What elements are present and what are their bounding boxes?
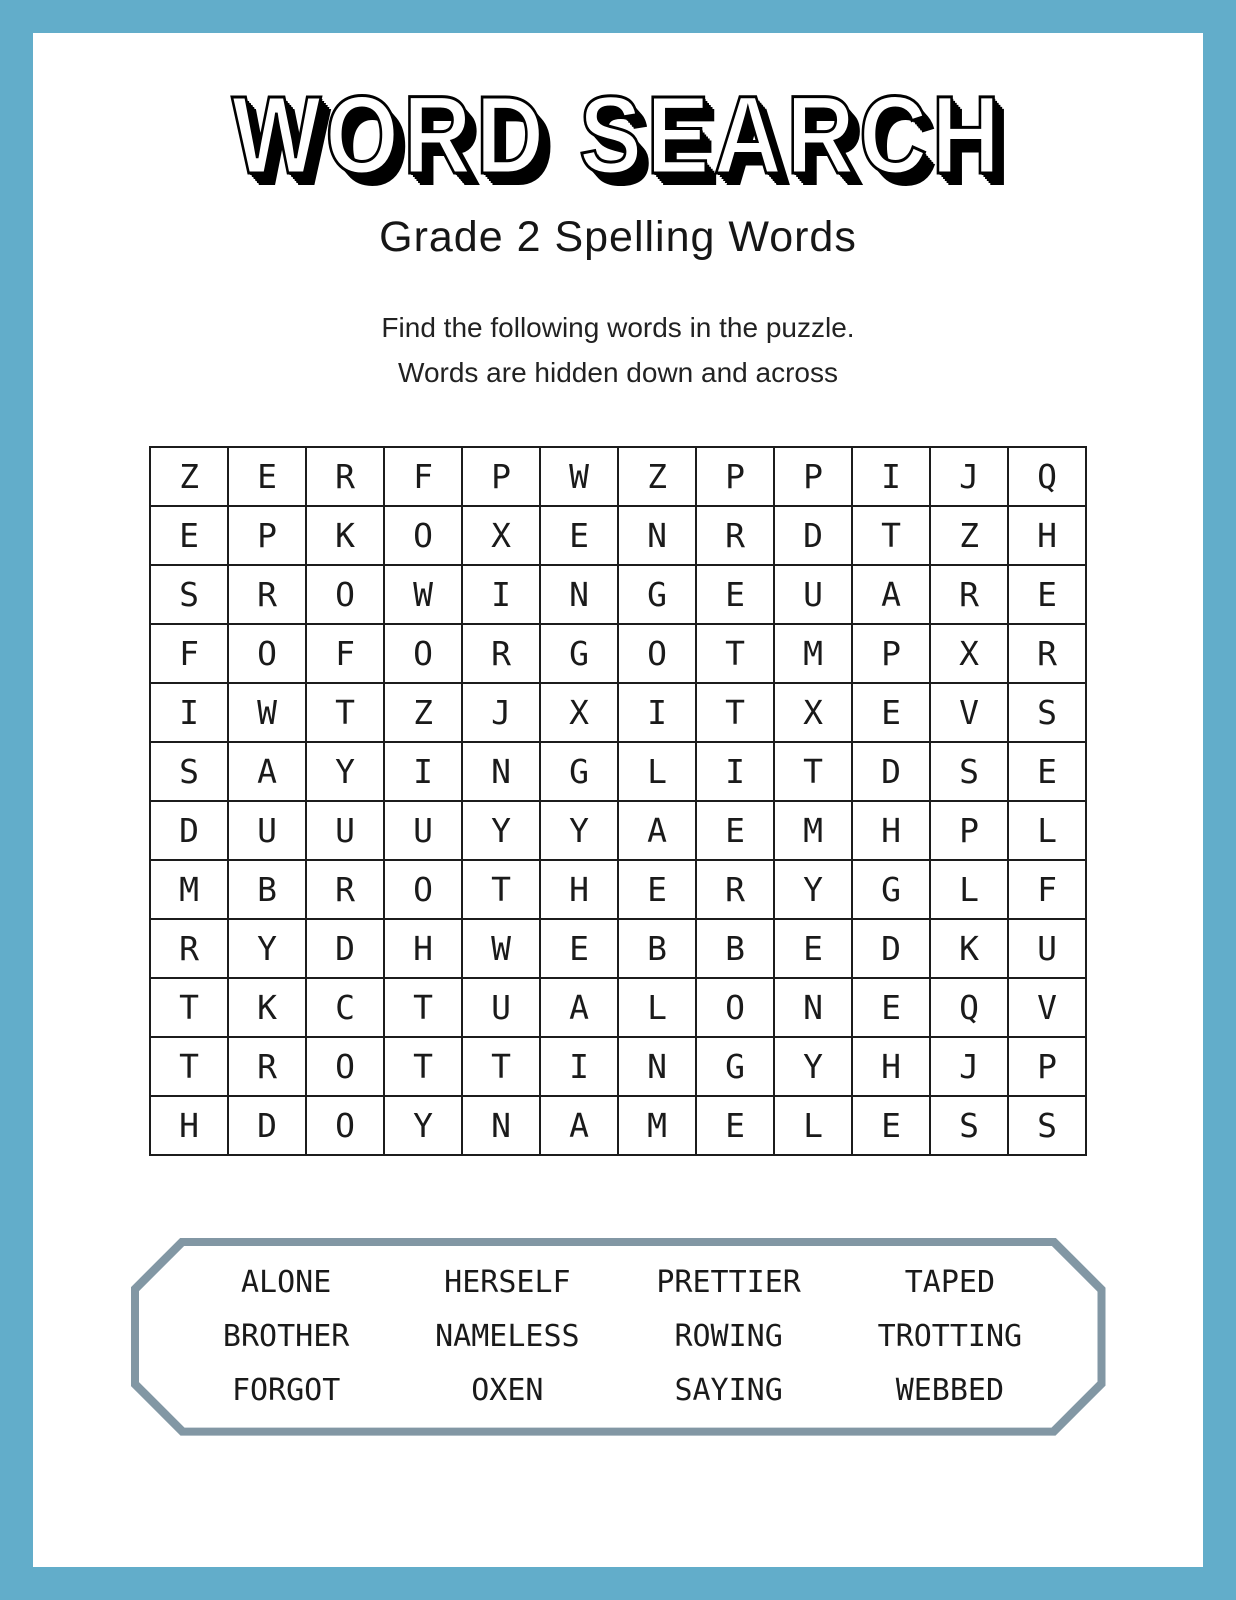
grid-cell: N [618, 506, 696, 565]
grid-cell: Y [306, 742, 384, 801]
grid-cell: D [228, 1096, 306, 1155]
grid-cell: R [1008, 624, 1086, 683]
page-title: WORD SEARCH [231, 74, 1005, 197]
grid-cell: K [228, 978, 306, 1037]
grid-cell: U [1008, 919, 1086, 978]
grid-cell: O [306, 565, 384, 624]
grid-cell: E [774, 919, 852, 978]
grid-cell: A [852, 565, 930, 624]
word-list-item: ALONE [240, 1265, 332, 1301]
grid-cell: P [930, 801, 1008, 860]
grid-cell: E [540, 919, 618, 978]
grid-cell: I [150, 683, 228, 742]
grid-cell: R [306, 447, 384, 506]
grid-cell: T [384, 978, 462, 1037]
puzzle-grid [149, 446, 1087, 1156]
grid-cell: O [384, 860, 462, 919]
grid-row [150, 801, 1086, 860]
grid-cell: Z [930, 506, 1008, 565]
grid-cell: I [384, 742, 462, 801]
grid-row [150, 978, 1086, 1037]
grid-cell: L [774, 1096, 852, 1155]
grid-cell: X [540, 683, 618, 742]
grid-cell: T [306, 683, 384, 742]
grid-cell: Z [384, 683, 462, 742]
grid-cell: R [306, 860, 384, 919]
grid-cell: O [228, 624, 306, 683]
grid-cell: O [618, 624, 696, 683]
grid-cell: S [930, 1096, 1008, 1155]
grid-cell: J [462, 683, 540, 742]
grid-cell: D [306, 919, 384, 978]
grid-cell: B [618, 919, 696, 978]
grid-cell: W [384, 565, 462, 624]
grid-cell: Y [228, 919, 306, 978]
grid-cell: P [696, 447, 774, 506]
grid-cell: E [852, 683, 930, 742]
grid-cell: H [150, 1096, 228, 1155]
grid-cell: E [852, 978, 930, 1037]
grid-cell: T [696, 624, 774, 683]
grid-cell: R [228, 565, 306, 624]
grid-cell: S [150, 742, 228, 801]
grid-cell: L [1008, 801, 1086, 860]
grid-cell: D [774, 506, 852, 565]
word-list-item: FORGOT [231, 1373, 341, 1409]
grid-cell: R [696, 860, 774, 919]
grid-cell: H [384, 919, 462, 978]
grid-cell: G [540, 742, 618, 801]
word-list-item: PRETTIER [656, 1265, 801, 1301]
grid-cell: N [774, 978, 852, 1037]
grid-cell: W [228, 683, 306, 742]
grid-cell: P [852, 624, 930, 683]
grid-row [150, 624, 1086, 683]
grid-cell: G [618, 565, 696, 624]
grid-cell: E [696, 801, 774, 860]
grid-row [150, 919, 1086, 978]
grid-cell: E [852, 1096, 930, 1155]
grid-cell: P [462, 447, 540, 506]
instructions-line1: Find the following words in the puzzle. [381, 312, 855, 343]
grid-cell: I [696, 742, 774, 801]
grid-cell: F [306, 624, 384, 683]
grid-cell: G [696, 1037, 774, 1096]
grid-cell: U [462, 978, 540, 1037]
grid-cell: E [696, 565, 774, 624]
word-list-item: HERSELF [444, 1265, 571, 1301]
grid-cell: S [150, 565, 228, 624]
grid-cell: V [1008, 978, 1086, 1037]
word-list-item: WEBBED [895, 1373, 1005, 1409]
grid-cell: R [930, 565, 1008, 624]
grid-cell: F [384, 447, 462, 506]
grid-cell: T [150, 978, 228, 1037]
grid-cell: A [540, 978, 618, 1037]
grid-cell: Q [1008, 447, 1086, 506]
instructions [33, 306, 1203, 396]
grid-cell: C [306, 978, 384, 1037]
grid-row [150, 447, 1086, 506]
grid-cell: M [150, 860, 228, 919]
grid-cell: O [306, 1037, 384, 1096]
grid-row [150, 683, 1086, 742]
grid-cell: P [774, 447, 852, 506]
word-list-item: TROTTING [877, 1319, 1023, 1355]
grid-cell: T [150, 1037, 228, 1096]
grid-cell: Q [930, 978, 1008, 1037]
grid-cell: T [852, 506, 930, 565]
grid-row [150, 1096, 1086, 1155]
grid-row [150, 742, 1086, 801]
grid-cell: K [306, 506, 384, 565]
grid-cell: O [384, 506, 462, 565]
word-list-box [131, 1238, 1106, 1436]
grid-cell: W [462, 919, 540, 978]
grid-cell: M [774, 801, 852, 860]
grid-cell: R [150, 919, 228, 978]
grid-row [150, 1037, 1086, 1096]
grid-cell: G [540, 624, 618, 683]
grid-cell: I [618, 683, 696, 742]
grid-cell: R [228, 1037, 306, 1096]
grid-cell: Y [384, 1096, 462, 1155]
word-list-item: TAPED [904, 1265, 996, 1301]
grid-cell: V [930, 683, 1008, 742]
grid-cell: O [384, 624, 462, 683]
grid-cell: B [696, 919, 774, 978]
grid-cell: T [384, 1037, 462, 1096]
word-list-item: NAMELESS [435, 1319, 580, 1355]
grid-cell: E [228, 447, 306, 506]
grid-cell: E [540, 506, 618, 565]
grid-cell: S [1008, 683, 1086, 742]
grid-cell: E [150, 506, 228, 565]
grid-row [150, 860, 1086, 919]
grid-cell: O [306, 1096, 384, 1155]
word-list-item: OXEN [471, 1373, 544, 1409]
page-subtitle: Grade 2 Spelling Words [379, 213, 857, 261]
grid-cell: T [462, 1037, 540, 1096]
grid-cell: N [462, 742, 540, 801]
grid-cell: L [618, 978, 696, 1037]
grid-row [150, 506, 1086, 565]
grid-cell: E [1008, 565, 1086, 624]
grid-cell: K [930, 919, 1008, 978]
grid-cell: P [228, 506, 306, 565]
grid-cell: N [462, 1096, 540, 1155]
grid-cell: X [774, 683, 852, 742]
grid-cell: H [852, 1037, 930, 1096]
grid-cell: Y [462, 801, 540, 860]
grid-cell: E [1008, 742, 1086, 801]
grid-cell: X [462, 506, 540, 565]
grid-cell: G [852, 860, 930, 919]
grid-cell: X [930, 624, 1008, 683]
grid-cell: Z [618, 447, 696, 506]
grid-cell: U [774, 565, 852, 624]
grid-cell: I [540, 1037, 618, 1096]
grid-cell: W [540, 447, 618, 506]
grid-cell: E [618, 860, 696, 919]
grid-cell: A [228, 742, 306, 801]
grid-cell: D [150, 801, 228, 860]
grid-cell: L [618, 742, 696, 801]
grid-cell: P [1008, 1037, 1086, 1096]
grid-cell: T [696, 683, 774, 742]
grid-cell: N [618, 1037, 696, 1096]
grid-cell: F [1008, 860, 1086, 919]
grid-cell: I [852, 447, 930, 506]
grid-cell: F [150, 624, 228, 683]
word-list [176, 1256, 1061, 1418]
grid-row [150, 565, 1086, 624]
grid-cell: I [462, 565, 540, 624]
grid-cell: H [1008, 506, 1086, 565]
grid-cell: R [696, 506, 774, 565]
grid-cell: H [540, 860, 618, 919]
grid-cell: A [540, 1096, 618, 1155]
grid-cell: E [696, 1096, 774, 1155]
grid-cell: S [930, 742, 1008, 801]
grid-cell: M [774, 624, 852, 683]
grid-cell: B [228, 860, 306, 919]
word-list-item: ROWING [674, 1319, 783, 1355]
grid-cell: A [618, 801, 696, 860]
word-list-item: SAYING [674, 1373, 783, 1409]
grid-cell: U [306, 801, 384, 860]
grid-cell: U [228, 801, 306, 860]
grid-cell: J [930, 1037, 1008, 1096]
grid-cell: M [618, 1096, 696, 1155]
grid-cell: D [852, 919, 930, 978]
grid-cell: T [774, 742, 852, 801]
grid-cell: U [384, 801, 462, 860]
worksheet-content-area [33, 33, 1203, 1567]
grid-cell: N [540, 565, 618, 624]
grid-cell: L [930, 860, 1008, 919]
grid-cell: T [462, 860, 540, 919]
grid-cell: Y [774, 1037, 852, 1096]
instructions-line2: Words are hidden down and across [398, 356, 838, 388]
grid-cell: J [930, 447, 1008, 506]
grid-cell: Y [540, 801, 618, 860]
grid-cell: D [852, 742, 930, 801]
grid-cell: S [1008, 1096, 1086, 1155]
grid-cell: R [462, 624, 540, 683]
grid-cell: Y [774, 860, 852, 919]
grid-cell: O [696, 978, 774, 1037]
grid-cell: Z [150, 447, 228, 506]
word-list-item: BROTHER [222, 1319, 350, 1355]
grid-cell: H [852, 801, 930, 860]
